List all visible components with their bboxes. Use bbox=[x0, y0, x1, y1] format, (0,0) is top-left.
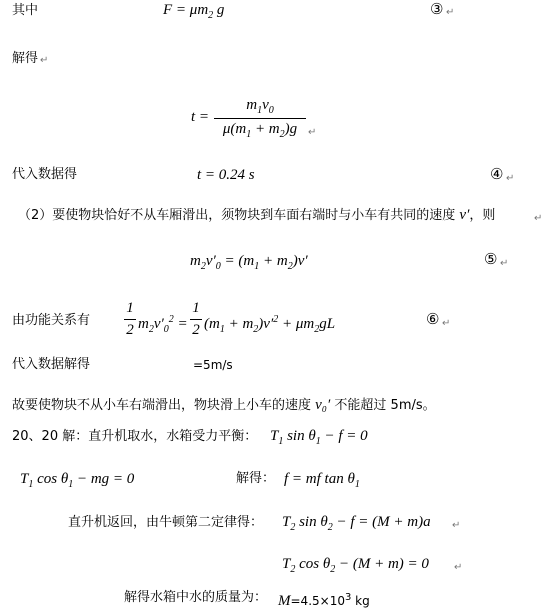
eq-horizontal-1: $T_1$ $\sin \theta_1 - f = 0$ bbox=[270, 428, 368, 447]
eq-energy-lhs: $m_2v'_0^2$ = bbox=[138, 314, 188, 335]
eq-t-fraction bbox=[214, 97, 306, 140]
text-conclusion: 故要使物块不从小车右端滑出，物块滑上小车的速度 v₀′ 不能超过 5m/s。 bbox=[12, 397, 436, 413]
label-substitute-solve: 代入数据解得 bbox=[12, 357, 91, 372]
eq-number-4: ④ bbox=[490, 167, 504, 183]
text-part2-condition: （2）要使物块恰好不从车厢滑出，须物块到车面右端时与小车有共同的速度 v′，则 bbox=[18, 207, 496, 223]
paragraph-mark: ↵ bbox=[452, 520, 461, 531]
paragraph-mark: ↵ bbox=[506, 173, 515, 184]
eq-f-result: f = mf $\tan \theta_1$ bbox=[284, 471, 360, 490]
label-qizhong: 其中 bbox=[12, 3, 39, 18]
paragraph-mark: ↵ bbox=[454, 562, 463, 573]
paragraph-mark: ↵ bbox=[308, 127, 317, 138]
half-fraction-1: 1 2 bbox=[124, 300, 136, 339]
eq-vertical-1: $T_1$ $\cos \theta_1$ − mg = 0 bbox=[20, 471, 135, 490]
result-speed: =5m/s bbox=[193, 358, 233, 372]
label-jiede-2: 解得： bbox=[236, 471, 276, 486]
eq-momentum: $m_2v'_0 = (m_1 + m_2)v'$ bbox=[190, 253, 308, 272]
text-return: 直升机返回，由牛顿第二定律得： bbox=[68, 515, 264, 530]
eq-number-5: ⑤ bbox=[484, 252, 498, 268]
eq-t-value: t = 0.24 s bbox=[197, 167, 255, 183]
text-problem20: 20、20 解：直升机取水，水箱受力平衡： bbox=[12, 429, 258, 444]
eq-t-denominator: $\mu(m_1 + m_2)g$ bbox=[222, 121, 298, 140]
fraction-bar bbox=[214, 118, 306, 119]
eq-vertical-2: $T_2$ $\cos \theta_2 - (M + m) = 0$ bbox=[282, 556, 429, 575]
label-energy: 由功能关系有 bbox=[12, 313, 91, 328]
label-jiede: 解得 bbox=[12, 51, 39, 66]
eq-energy-rhs: $(m_1 + m_2)v'^2 + \mu m_2gL$ bbox=[204, 314, 336, 335]
text-final: 解得水箱中水的质量为： bbox=[124, 590, 268, 605]
eq-number-3: ③ bbox=[430, 2, 444, 18]
paragraph-mark: ↵ bbox=[442, 318, 451, 329]
paragraph-mark: ↵ bbox=[534, 213, 543, 224]
paragraph-mark: ↵ bbox=[500, 258, 509, 269]
eq-t-lhs: t = bbox=[191, 109, 210, 125]
eq-t-numerator: $m_1v_0$ bbox=[246, 97, 274, 116]
half-fraction-2: 1 2 bbox=[190, 300, 202, 339]
paragraph-mark: ↵ bbox=[40, 55, 49, 66]
eq-friction: $F = \mu m_2$ g bbox=[163, 2, 225, 21]
label-substitute: 代入数据得 bbox=[12, 167, 78, 182]
eq-number-6: ⑥ bbox=[426, 312, 440, 328]
paragraph-mark: ↵ bbox=[446, 7, 455, 18]
eq-horizontal-2: $T_2$ $\sin \theta_2 - f = (M + m)a$ bbox=[282, 514, 431, 533]
result-mass: $M=4.5\times 10^3$ kg bbox=[278, 592, 370, 609]
